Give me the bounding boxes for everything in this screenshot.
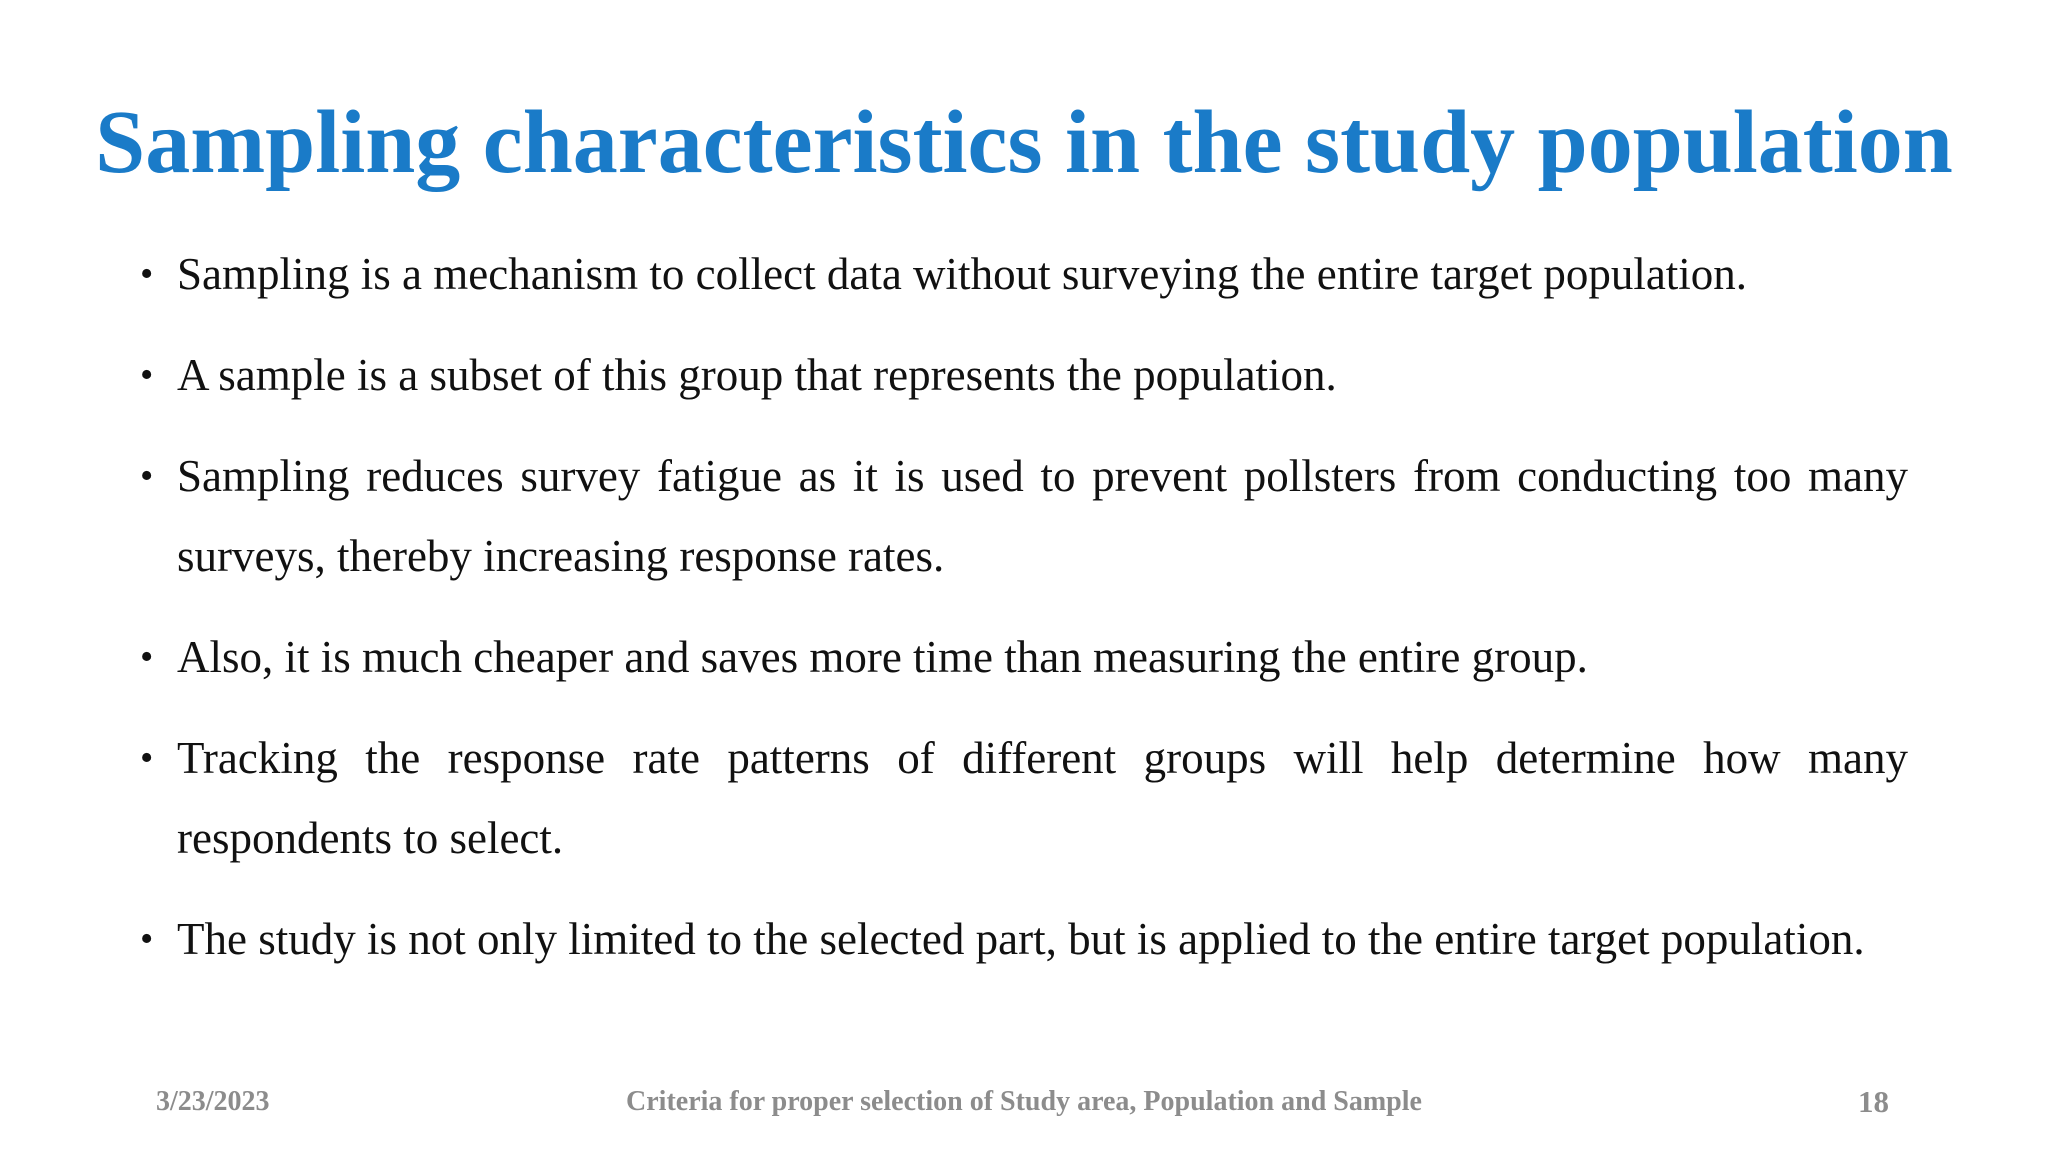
slide-title: Sampling characteristics in the study population	[95, 93, 1953, 192]
page-number: 18	[1858, 1084, 1889, 1119]
bullet-item	[140, 234, 1908, 314]
bullet-list	[140, 234, 1908, 1000]
bullet-text: Sampling is a mechanism to collect data without surveying the entire target population.	[177, 249, 1748, 299]
bullet-item	[140, 617, 1908, 697]
bullet-icon: •	[140, 918, 154, 960]
bullet-icon: •	[140, 636, 154, 678]
bullet-text: Tracking the response rate patterns of different groups will help determine how many respondents to select.	[177, 733, 1908, 863]
footer-date: 3/23/2023	[156, 1086, 270, 1117]
bullet-text: Also, it is much cheaper and saves more time than measuring the entire group.	[177, 632, 1588, 682]
bullet-text: Sampling reduces survey fatigue as it is used to prevent pollsters from conducting too many surveys, thereby increasing response rates.	[177, 451, 1908, 581]
bullet-text: A sample is a subset of this group that represents the population.	[177, 350, 1337, 400]
bullet-item	[140, 718, 1908, 878]
bullet-item	[140, 899, 1908, 979]
bullet-icon: •	[140, 737, 154, 779]
bullet-icon: •	[140, 253, 154, 295]
bullet-icon: •	[140, 455, 154, 497]
bullet-item	[140, 335, 1908, 415]
bullet-item	[140, 436, 1908, 596]
bullet-icon: •	[140, 354, 154, 396]
bullet-text: The study is not only limited to the selected part, but is applied to the entire target population.	[177, 914, 1865, 964]
footer-title: Criteria for proper selection of Study area, Population and Sample	[626, 1086, 1422, 1117]
